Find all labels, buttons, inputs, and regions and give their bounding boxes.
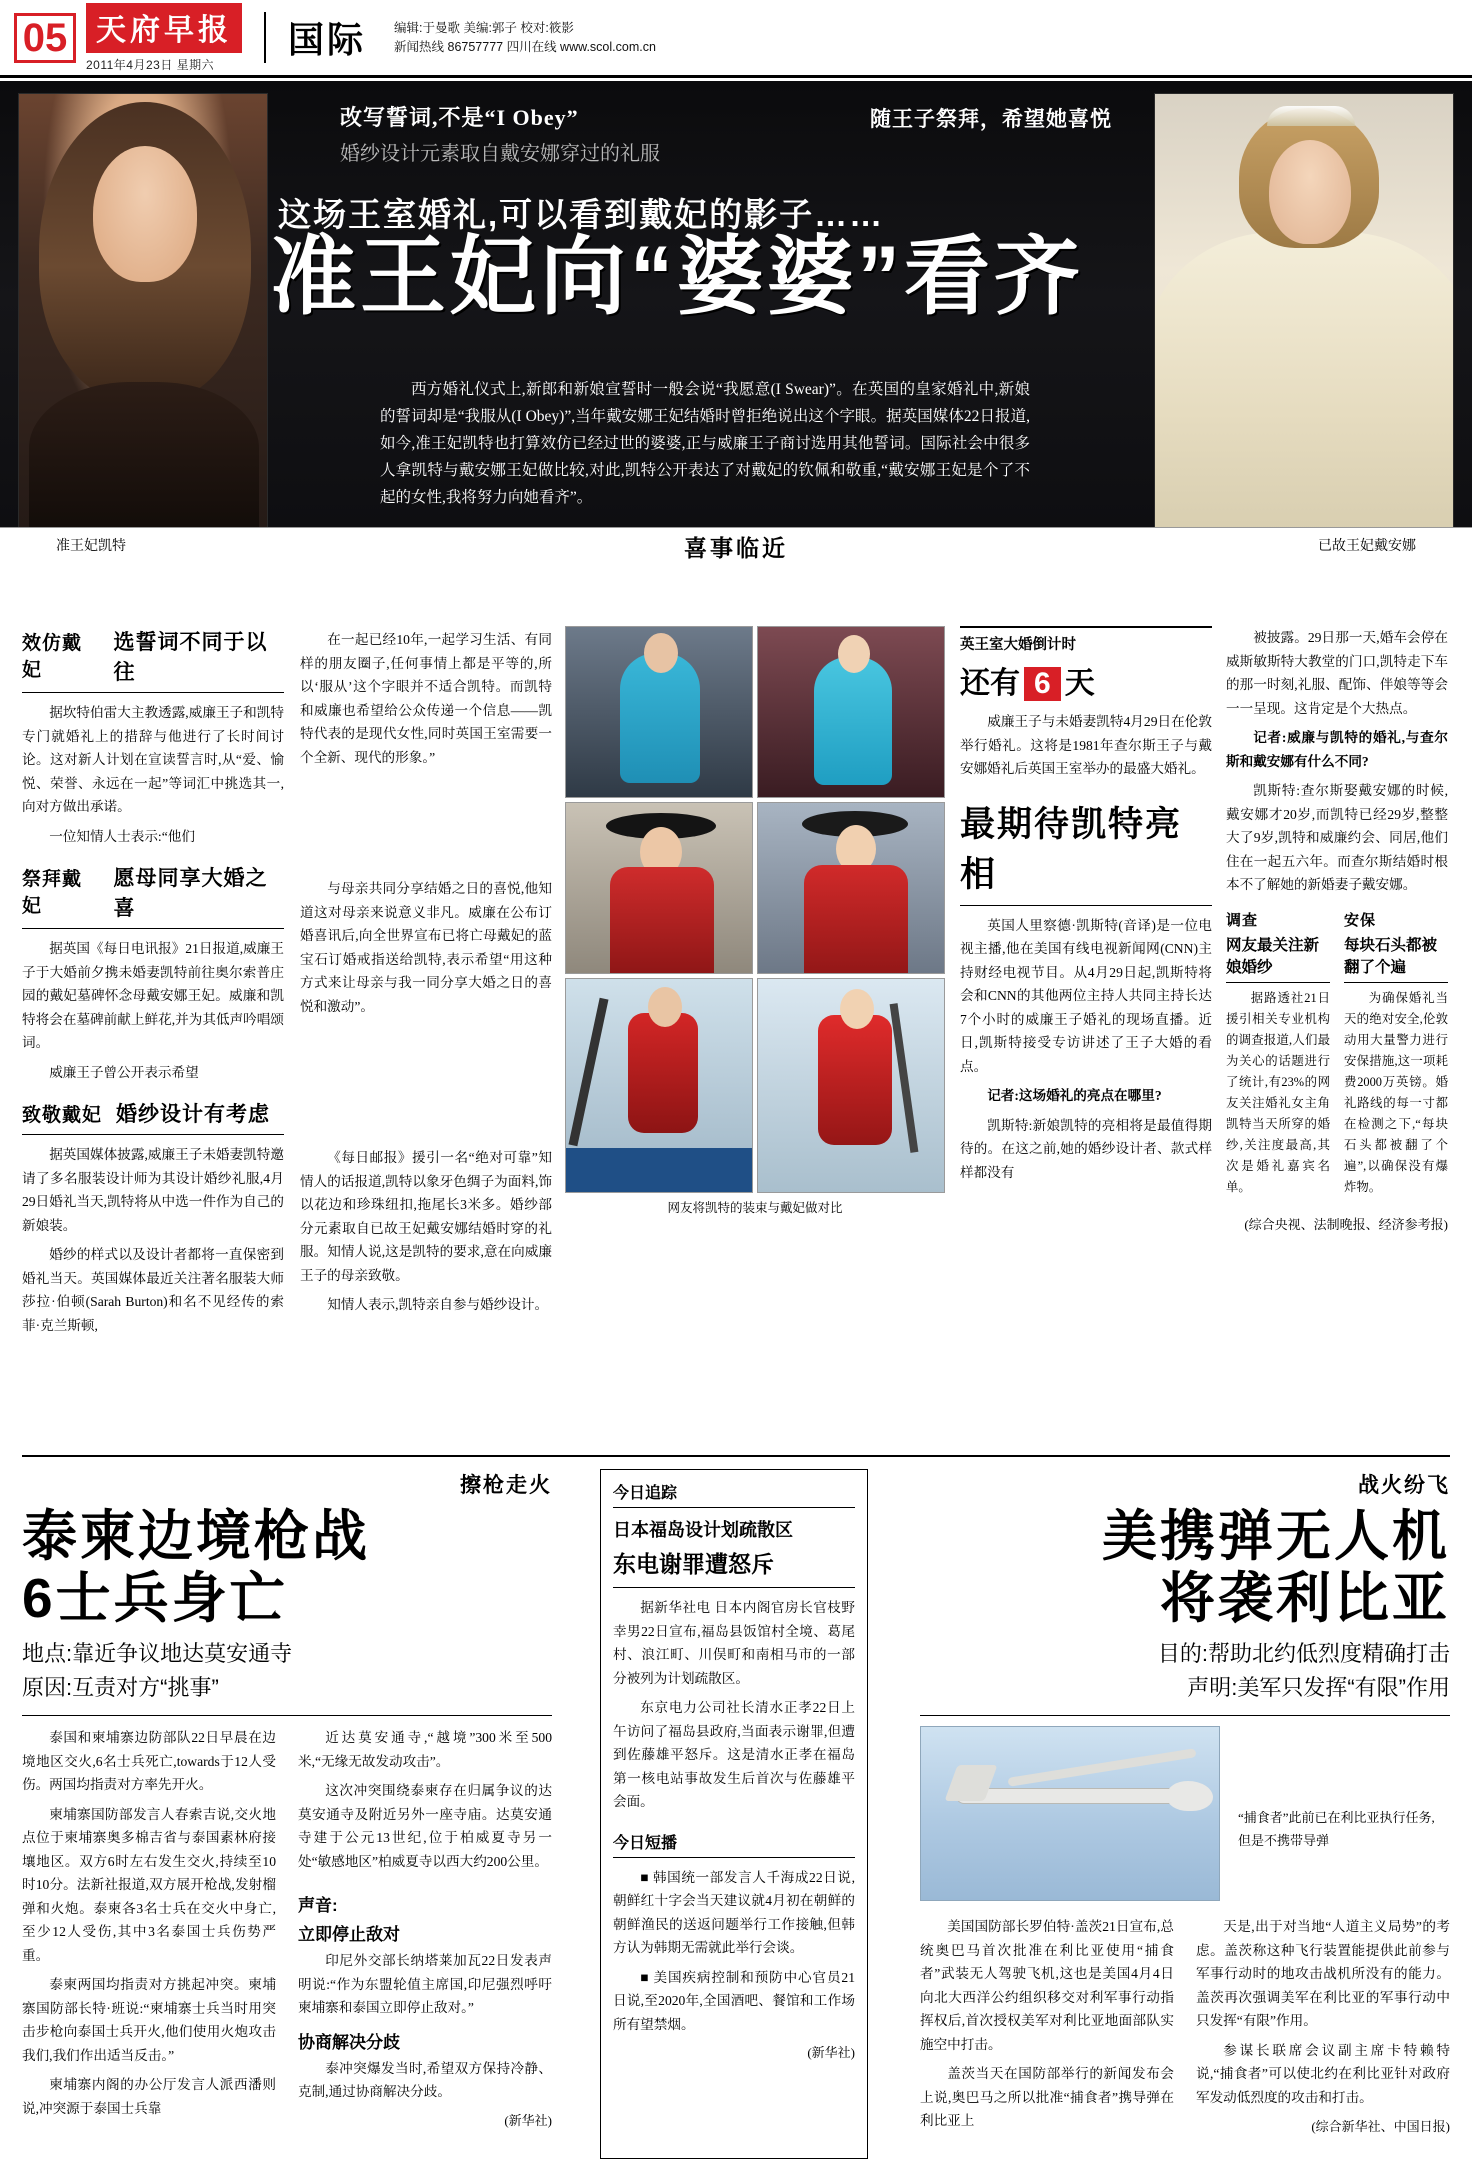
caption-center: 喜事临近 <box>684 535 788 561</box>
thai-headline-1: 泰柬边境枪战 <box>22 1505 371 1567</box>
voice-head-2: 协商解决分歧 <box>298 2032 400 2052</box>
para: 为确保婚礼当天的绝对安全,伦敦动用大量警力进行安保措施,这一项耗费2000万英镑。婚礼路线的每一寸都在检测之下,“每块石头都被翻了个遍”,以确保没有爆炸物。 <box>1344 990 1448 1194</box>
para: ■ 美国疾病控制和预防中心官员21日说,至2020年,全国酒吧、餐馆和工作场所有望禁烟。 <box>613 1969 855 2032</box>
countdown-box <box>960 626 1212 781</box>
para: 在一起已经10年,一起学习生活、有同样的朋友圈子,任何事情上都是平等的,所以‘服从’这个字眼并不适合凯特。而凯特和威廉也希望给公众传递一个信息——凯特代表的是现代女性,同时英国王室需要一个全新、现代的形象。” <box>300 632 552 765</box>
hero-banner <box>0 81 1472 561</box>
editor-line: 编辑:于曼歌 美编:郭子 校对:筱影 <box>394 20 574 35</box>
column-5 <box>1226 626 1448 1233</box>
diana-portrait-photo <box>1154 93 1454 533</box>
section-tag-2: 祭拜戴妃 <box>22 869 83 917</box>
para: 泰冲突爆发当时,希望双方保持冷静、克制,通过协商解决分歧。 <box>298 2060 552 2099</box>
libya-headline-1: 美携弹无人机 <box>1101 1505 1450 1567</box>
kate-portrait-photo <box>18 93 268 533</box>
para: 记者:威廉与凯特的婚礼,与查尔斯和戴安娜有什么不同? <box>1226 730 1448 769</box>
fukushima-head-2: 东电谢罪遭怒斥 <box>613 1551 774 1577</box>
para: 据英国《每日电讯报》21日报道,威廉王子于大婚前夕携未婚妻凯特前往奥尔索普庄园的戴妃墓碑怀念母戴安娜王妃。威廉和凯特将会在墓碑前献上鲜花,并为其低声吟唱颂词。 <box>22 941 284 1050</box>
hero-caption-bar <box>0 527 1472 561</box>
countdown-prefix: 还有 <box>960 667 1020 700</box>
para: 据路透社21日援引相关专业机构的调查报道,人们最为关心的话题进行了统计,有23%的网友关注婚礼女主角凯特当天所穿的婚纱,关注度最高,其次是婚礼嘉宾名单。 <box>1226 990 1330 1194</box>
para: 近达莫安通寺,“越境”300米至500米,“无缘无故发动攻击”。 <box>298 1730 552 1769</box>
diana-ski-photo <box>757 978 945 1193</box>
para: ■ 韩国统一部发言人千海成22日说,朝鲜红十字会当天建议就4月初在朝鲜的朝鲜渔民的送返问题举行工作接触,但韩方认为韩期无需就此举行会谈。 <box>613 1869 855 1955</box>
para: 威廉王子曾公开表示希望 <box>49 1064 199 1080</box>
para: 与母亲共同分享结婚之日的喜悦,他知道这对母亲来说意义非凡。威廉在公布订婚喜讯后,向全世界宣布已将亡母戴妃的蓝宝石订婚戒指送给凯特,表示希望“用这种方式来让母亲与我一同分享大婚之日的喜悦和激动”。 <box>300 881 552 1014</box>
security-tag: 安保 <box>1344 911 1377 929</box>
fukushima-tag-today: 今日追踪 <box>613 1480 855 1508</box>
para: 被披露。29日那一天,婚车会停在威斯敏斯特大教堂的门口,凯特走下车的那一时刻,礼服、配饰、伴娘等等会一一呈现。这肯定是个大热点。 <box>1226 630 1448 716</box>
sub-article-security <box>1344 909 1448 1204</box>
nameplate-title: 天府早报 <box>86 3 242 53</box>
nameplate <box>86 3 242 73</box>
para: 盖茨当天在国防部举行的新闻发布会上说,奥巴马之所以批准“捕食者”携导弹在利比亚上 <box>920 2066 1174 2128</box>
column-4 <box>960 626 1212 1190</box>
fukushima-head-1: 日本福岛设计划疏散区 <box>613 1520 793 1540</box>
para: 一位知情人士表示:“他们 <box>49 828 195 844</box>
para: 美国国防部长罗伯特·盖茨21日宣布,总统奥巴马首次批准在利比亚使用“捕食者”武装无人驾驶飞机,这也是美国4月4日向北大西洋公约组织移交对利军事行动指挥权后,首次授权美军对利比亚地面部队实施空中打击。 <box>920 1919 1174 2052</box>
thai-headline-2: 6士兵身亡 <box>22 1567 288 1629</box>
section-tag-3: 致敬戴妃 <box>22 1105 103 1126</box>
body-3 <box>22 1143 284 1337</box>
hero-kicker-right: 随王子祭拜，希望她喜悦 <box>870 107 1112 131</box>
section-head-2: 愿母同享大婚之喜 <box>113 867 268 920</box>
bottom-section <box>0 1455 1472 2176</box>
survey-tag: 调查 <box>1226 911 1259 929</box>
sub-article-survey <box>1226 909 1330 1204</box>
interview-body <box>960 914 1212 1185</box>
voice-head-1: 立即停止敌对 <box>298 1925 400 1944</box>
hotline-line: 新闻热线 86757777 四川在线 www.scol.com.cn <box>394 39 656 54</box>
caption-kate: 准王妃凯特 <box>56 539 126 554</box>
libya-body-col-1 <box>920 1915 1174 2139</box>
libya-sub-2: 声明:美军只发挥“有限”作用 <box>1187 1675 1450 1700</box>
para: 参谋长联席会议副主席卡特赖特说,“捕食者”可以使北约在利比亚针对政府军发动低烈度的攻击和打击。 <box>1196 2042 1450 2105</box>
fukushima-source: (新华社) <box>807 2045 855 2060</box>
hero-headline: 准王妃向“婆婆”看齐 <box>270 229 1084 325</box>
para: 婚纱的样式以及设计者都将一直保密到婚礼当天。英国媒体最近关注著名服装大师莎拉·伯顿(Sarah Burton)和名不见经传的索菲·克兰斯顿, <box>22 1247 284 1333</box>
thai-kicker: 擦枪走火 <box>460 1474 552 1497</box>
body-2 <box>22 937 284 1084</box>
libya-kicker: 战火纷飞 <box>1358 1474 1450 1497</box>
column-1 <box>22 626 284 1343</box>
para: 柬埔寨内阁的办公厅发言人派西潘则说,冲突源于泰国士兵靠 <box>22 2077 276 2116</box>
thai-body-col-1 <box>22 1726 276 2129</box>
section-heading-2 <box>22 862 284 922</box>
brief-text: 韩国统一部发言人千海成22日说,朝鲜红十字会当天建议就4月初在朝鲜的朝鲜渔民的送返问题举行工作接触,但韩方认为韩期无需就此举行会谈。 <box>613 1869 855 1955</box>
section-heading-3 <box>22 1098 284 1128</box>
voice-tag: 声音: <box>298 1896 338 1915</box>
story-fukushima <box>600 1469 868 2159</box>
story-thai-cambodia <box>22 1469 552 2129</box>
para: 知情人表示,凯特亲自参与婚纱设计。 <box>327 1297 549 1312</box>
issue-date: 2011年4月23日 星期六 <box>86 57 215 72</box>
drone-photo-caption: “捕食者”此前已在利比亚执行任务,但是不携带导弹 <box>1238 1810 1435 1848</box>
section-tag-1: 效仿戴妃 <box>22 633 83 681</box>
security-body <box>1344 988 1448 1198</box>
para: 泰柬两国均指责对方挑起冲突。柬埔寨国防部长特·班说:“柬埔寨士兵当时用突击步枪向泰国士兵开火,他们使用火炮攻击我们,我们作出适当反击。” <box>22 1977 276 2063</box>
hero-kicker-left: 改写誓词,不是“I Obey” <box>340 105 579 130</box>
photo-grid-caption: 网友将凯特的装束与戴妃做对比 <box>667 1201 843 1215</box>
libya-headline-2: 将袭利比亚 <box>1159 1567 1450 1629</box>
hero-subtitle: 这场王室婚礼,可以看到戴妃的影子…… <box>278 196 885 233</box>
para: 东京电力公司社长清水正孝22日上午访问了福岛县政府,当面表示谢罪,但遭到佐藤雄平怒斥。这是清水正孝在福岛第一核电站事故发生后首次与佐藤雄平会面。 <box>613 1700 855 1809</box>
survey-head: 网友最关注新娘婚纱 <box>1226 936 1320 976</box>
para: 泰国和柬埔寨边防部队22日早晨在边境地区交火,6名士兵死亡,towards于12人受伤。两国均指责对方率先开火。 <box>22 1730 276 1792</box>
section-head-1: 选誓词不同于以往 <box>113 631 268 684</box>
thai-sub-2: 原因:互责对方“挑事” <box>22 1675 219 1700</box>
survey-body <box>1226 988 1330 1198</box>
thai-body-col-2 <box>298 1726 552 2129</box>
security-head: 每块石头都被翻了个遍 <box>1344 936 1438 976</box>
predator-drone-photo <box>920 1726 1220 1901</box>
para: 英国人里察德·凯斯特(音译)是一位电视主播,他在美国有线电视新闻网(CNN)主持财经电视节目。从4月29日起,凯斯特将会和CNN的其他两位主持人共同主持长达7个小时的威廉王子婚礼的现场直播。近日,凯斯特接受专访讲述了王子大婚的看点。 <box>960 917 1212 1074</box>
hero-lead-paragraph: 西方婚礼仪式上,新郎和新娘宣誓时一般会说“我愿意(I Swear)”。在英国的皇家婚礼中,新娘的誓词却是“我服从(I Obey)”,当年戴安娜王妃结婚时曾拒绝说出这个字眼。据英国媒体22日报道,如今,准王妃凯特也打算效仿已经过世的婆婆,正与威廉王子商讨选用其他誓词。国际社会中很多人拿凯特与戴安娜王妃做比较,对此,凯特公开表达了对戴妃的钦佩和敬重,“戴安娜王妃是个了不起的女性,我将努力向她看齐”。 <box>380 381 1030 506</box>
para: 凯斯特:查尔斯娶戴安娜的时候,戴安娜才20岁,而凯特已经29岁,整整大了9岁,凯特和威廉约会、同居,他们住在一起五六年。而查尔斯结婚时根本不了解她的新婚妻子戴安娜。 <box>1226 783 1448 892</box>
countdown-number: 6 <box>1024 667 1061 701</box>
para: 据坎特伯雷大主教透露,威廉王子和凯特专门就婚礼上的措辞与他进行了长时间讨论。这对新人计划在宣读誓言时,从“爱、愉悦、荣誉、永远在一起”等词汇中挑选其一,向对方做出承诺。 <box>22 705 284 814</box>
para: 这次冲突围绕泰柬存在归属争议的达莫安通寺及附近另外一座寺庙。达莫安通寺建于公元13世纪,位于柏威夏寺另一处“敏感地区”柏威夏寺以西大约200公里。 <box>298 1783 552 1869</box>
body-1 <box>22 701 284 848</box>
para: 记者:这场婚礼的亮点在哪里? <box>987 1088 1162 1103</box>
para: 据英国媒体披露,威廉王子未婚妻凯特邀请了多名服装设计师为其设计婚纱礼服,4月29日婚礼当天,凯特将从中选一件作为自己的新娘装。 <box>22 1147 284 1233</box>
kate-black-hat-photo <box>565 802 753 974</box>
thai-sub-1: 地点:靠近争议地达莫安通寺 <box>22 1641 293 1666</box>
masthead <box>0 0 1472 78</box>
kate-ski-photo <box>565 978 753 1193</box>
diana-black-hat-photo <box>757 802 945 974</box>
interview-body-cont <box>1226 626 1448 897</box>
hero-kicker-left-2: 婚纱设计元素取自戴安娜穿过的礼服 <box>340 143 660 165</box>
countdown-line <box>960 658 1212 702</box>
photo-grid <box>565 626 945 1216</box>
caption-diana: 已故王妃戴安娜 <box>1318 539 1416 554</box>
libya-sub-1: 目的:帮助北约低烈度精确打击 <box>1157 1641 1450 1666</box>
para: 柬埔寨国防部发言人春索吉说,交火地点位于柬埔寨奥多棉吉省与泰国素林府接壤地区。双方6时左右发生交火,持续至10时10分。法新社报道,双方展开枪战,发射榴弹和火炮。泰柬各3名士兵在交火中身亡,至少12人受伤,其中3名泰国士兵伤势严重。 <box>22 1806 276 1963</box>
thai-source: (新华社) <box>504 2112 552 2128</box>
mid-source: (综合央视、法制晚报、经济参考报) <box>1244 1216 1448 1232</box>
briefs-tag: 今日短播 <box>613 1830 855 1858</box>
diana-blue-dress-photo <box>757 626 945 798</box>
para: 《每日邮报》援引一名“绝对可靠”知情人的话报道,凯特以象牙色绸子为面料,饰以花边和珍珠纽扣,拖尾长3米多。婚纱部分元素取自已故王妃戴安娜结婚时穿的礼服。知情人说,这是凯特的要求,意在向威廉王子的母亲致敬。 <box>300 1150 552 1283</box>
story-libya-drone <box>920 1469 1450 2139</box>
briefs-body <box>613 1866 855 2037</box>
para: 印尼外交部长纳塔莱加瓦22日发表声明说:“作为东盟轮值主席国,印尼强烈呼吁柬埔寨和泰国立即停止敌对。” <box>298 1953 552 2015</box>
section-title: 国际 <box>264 12 366 63</box>
section-head-3: 婚纱设计有考虑 <box>116 1103 271 1126</box>
para: 天是,出于对当地“人道主义局势”的考虑。盖茨称这种飞行装置能提供此前参与军事行动时的地攻击战机所没有的能力。盖茨再次强调美军在利比亚的军事行动中只发挥“有限”作用。 <box>1196 1919 1450 2028</box>
para: 凯斯特:新娘凯特的亮相将是最值得期待的。在这之前,她的婚纱设计者、款式样样都没有 <box>960 1117 1212 1180</box>
interview-headline: 最期待凯特亮相 <box>960 804 1183 894</box>
column-2 <box>300 628 552 1323</box>
para: 据新华社电 日本内阁官房长官枝野幸男22日宣布,福岛县饭馆村全境、葛尾村、浪江町、川俣町和南相马市的一部分被列为计划疏散区。 <box>613 1600 855 1686</box>
page-number: 05 <box>14 13 76 63</box>
countdown-title: 英王室大婚倒计时 <box>960 637 1076 653</box>
libya-body-col-2 <box>1196 1915 1450 2139</box>
middle-section <box>0 600 1472 1450</box>
kate-blue-dress-photo <box>565 626 753 798</box>
countdown-suffix: 天 <box>1064 667 1095 700</box>
section-heading-1 <box>22 626 284 686</box>
fukushima-body <box>613 1596 855 1814</box>
libya-source: (综合新华社、中国日报) <box>1311 2119 1450 2134</box>
brief-text: 美国疾病控制和预防中心官员21日说,至2020年,全国酒吧、餐馆和工作场所有望禁烟。 <box>613 1969 855 2032</box>
masthead-credits <box>394 19 656 57</box>
countdown-body <box>960 710 1212 781</box>
para: 威廉王子与未婚妻凯特4月29日在伦敦举行婚礼。这将是1981年查尔斯王子与戴安娜婚礼后英国王室举办的最盛大婚礼。 <box>960 714 1212 776</box>
